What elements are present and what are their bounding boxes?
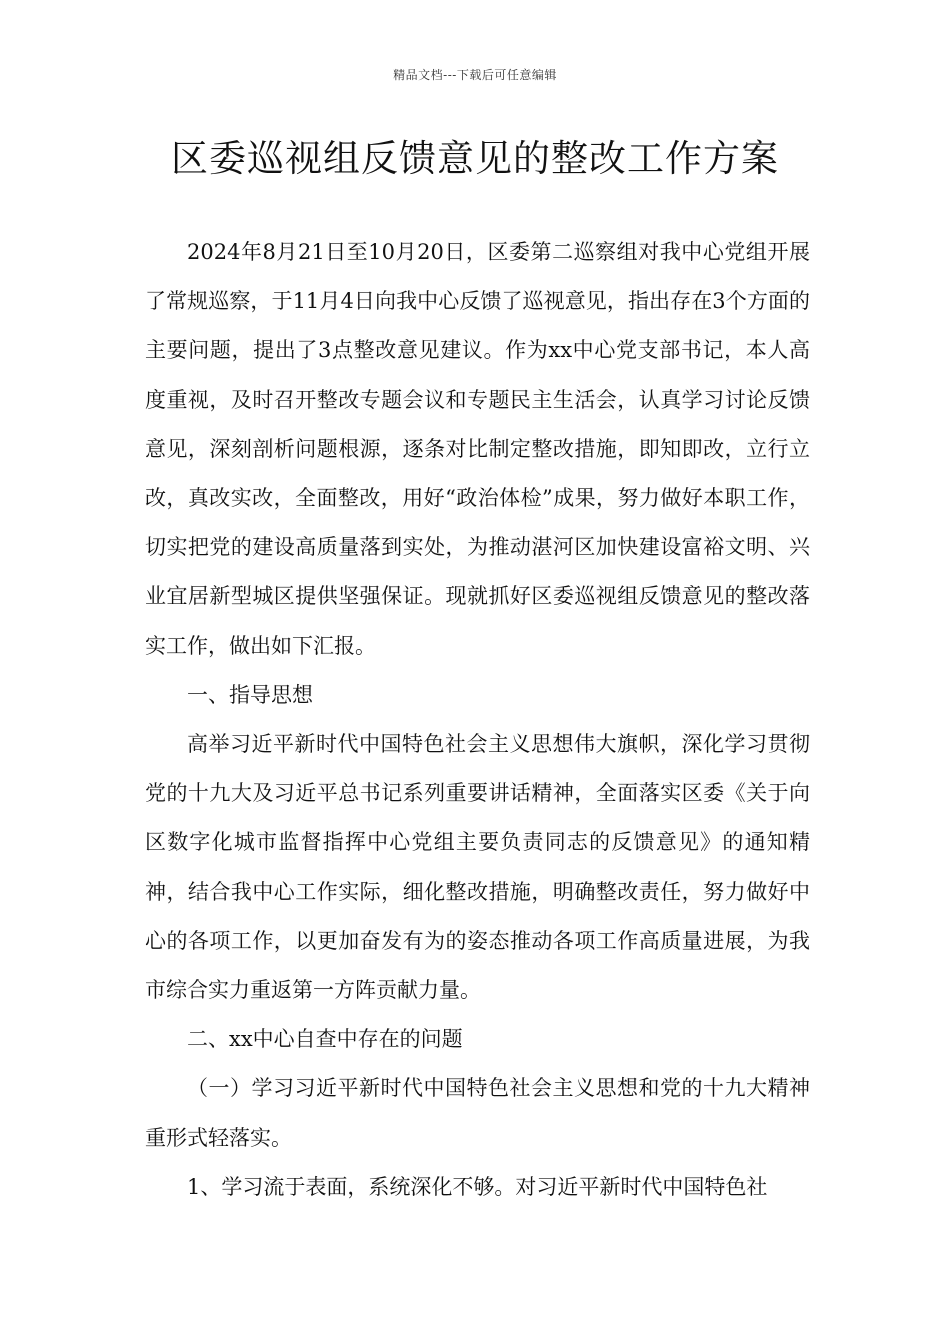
page-header: 精品文档---下载后可任意编辑: [393, 68, 557, 82]
document-title: 区委巡视组反馈意见的整改工作方案: [171, 137, 779, 180]
paragraph-guiding-ideology: 高举习近平新时代中国特色社会主义思想伟大旗帜，深化学习贯彻党的十九大及习近平总书记系列重要讲话精神，全面落实区委《关于向区数字化城市监督指挥中心党组主要负责同志的反馈意见》的通知精神，结合我中心工作实际，细化整改措施，明确整改责任，努力做好中心的各项工作，以更加奋发有为的姿态推动各项工作高质量进展，为我市综合实力重返第一方阵贡献力量。: [145, 732, 810, 1003]
heading-existing-problems: 二、xx中心自查中存在的问题: [187, 1027, 463, 1052]
document-body: [145, 228, 810, 1212]
subheading-problem-1: （一）学习习近平新时代中国特色社会主义思想和党的十九大精神重形式轻落实。: [145, 1076, 810, 1150]
paragraph-intro: 2024年8月21日至10月20日，区委第二巡察组对我中心党组开展了常规巡察，于11月4日向我中心反馈了巡视意见，指出存在3个方面的主要问题，提出了3点整改意见建议。作为xx中心党支部书记，本人高度重视，及时召开整改专题会议和专题民主生活会，认真学习讨论反馈意见，深刻剖析问题根源，逐条对比制定整改措施，即知即改，立行立改，真改实改，全面整改，用好“政治体检”成果，努力做好本职工作，切实把党的建设高质量落到实处，为推动湛河区加快建设富裕文明、兴业宜居新型城区提供坚强保证。现就抓好区委巡视组反馈意见的整改落实工作，做出如下汇报。: [145, 240, 810, 658]
heading-guiding-ideology: 一、指导思想: [187, 682, 313, 707]
paragraph-problem-1-1: 1、学习流于表面，系统深化不够。对习近平新时代中国特色社: [187, 1174, 768, 1199]
